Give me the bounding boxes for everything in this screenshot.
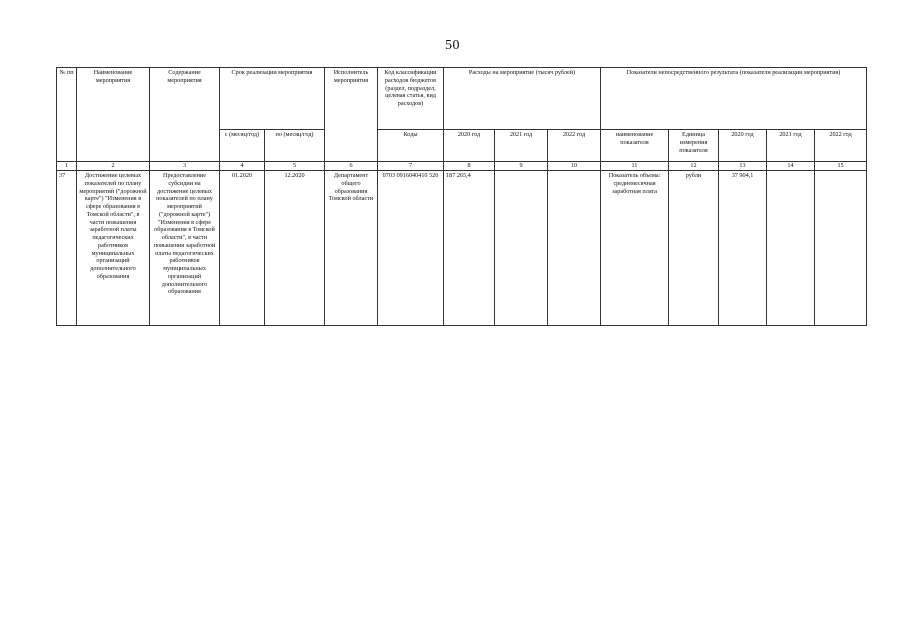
header-executor: Исполнитель мероприятия [325, 68, 378, 162]
header-budget-codes: Код классификации расходов бюджетов (раздел, подраздел, целевая статья, вид расходов) [378, 68, 444, 130]
column-number: 12 [669, 162, 719, 171]
header-period-from: с (месяц/год) [220, 130, 265, 162]
table-row [57, 171, 867, 326]
column-number: 1 [57, 162, 77, 171]
column-number: 15 [815, 162, 867, 171]
column-number: 8 [444, 162, 495, 171]
column-number: 4 [220, 162, 265, 171]
header-indicator-2020: 2020 год [719, 130, 767, 162]
header-indicator-2022: 2022 год [815, 130, 867, 162]
row-indicator-name: Показатель объема: среднемесячная заработная плата [601, 171, 669, 326]
header-indicator-name: наименование показателя [601, 130, 669, 162]
column-number: 10 [548, 162, 601, 171]
column-number: 13 [719, 162, 767, 171]
column-number: 7 [378, 162, 444, 171]
column-number: 2 [77, 162, 150, 171]
header-indicators: Показатели непосредственного результата (показатели реализации мероприятия) [601, 68, 867, 130]
column-number-row [57, 162, 867, 171]
header-number: № пп [57, 68, 77, 162]
row-expenses-2022 [548, 171, 601, 326]
row-indicator-2020: 37 904,1 [719, 171, 767, 326]
row-period-from: 01.2020 [220, 171, 265, 326]
activities-table [56, 67, 867, 326]
row-expenses-2020: 187 265,4 [444, 171, 495, 326]
header-expenses: Расходы на мероприятие (тысяч рублей) [444, 68, 601, 130]
column-number: 9 [495, 162, 548, 171]
column-number: 14 [767, 162, 815, 171]
column-number: 5 [265, 162, 325, 171]
row-number: 37 [57, 171, 77, 326]
page-number: 50 [445, 38, 460, 53]
column-number: 11 [601, 162, 669, 171]
row-executor: Департамент общего образования Томской области [325, 171, 378, 326]
header-row-1 [57, 68, 867, 130]
header-activity-name: Наименование мероприятия [77, 68, 150, 162]
header-expenses-2020: 2020 год [444, 130, 495, 162]
row-activity-name: Достижение целевых показателей по плану мероприятий ("дорожной карте") "Изменения в сфере образования в Томской области", в части повышения заработной платы педагогических работников муниципальных организаций дополнительного образования [77, 171, 150, 326]
header-activity-content: Содержание мероприятия [150, 68, 220, 162]
header-expenses-2021: 2021 год [495, 130, 548, 162]
header-indicator-unit: Единица измерения показателя [669, 130, 719, 162]
column-number: 3 [150, 162, 220, 171]
row-indicator-2022 [815, 171, 867, 326]
row-period-to: 12.2020 [265, 171, 325, 326]
row-expenses-2021 [495, 171, 548, 326]
row-budget-codes: 0703 0916040410 520 [378, 171, 444, 326]
row-indicator-2021 [767, 171, 815, 326]
column-number: 6 [325, 162, 378, 171]
header-indicator-2021: 2021 год [767, 130, 815, 162]
header-period: Срок реализации мероприятия [220, 68, 325, 130]
row-indicator-unit: рубли [669, 171, 719, 326]
header-expenses-2022: 2022 год [548, 130, 601, 162]
row-activity-content: Предоставление субсидии на достижение целевых показателей по плану мероприятий ("дорожной карте") "Изменения в сфере образования в Томской области", в части повышения заработной платы педагогических работников муниципальных организаций дополнительного образования [150, 171, 220, 326]
header-period-to: по (месяц/год) [265, 130, 325, 162]
header-codes-sub: Коды [378, 130, 444, 162]
